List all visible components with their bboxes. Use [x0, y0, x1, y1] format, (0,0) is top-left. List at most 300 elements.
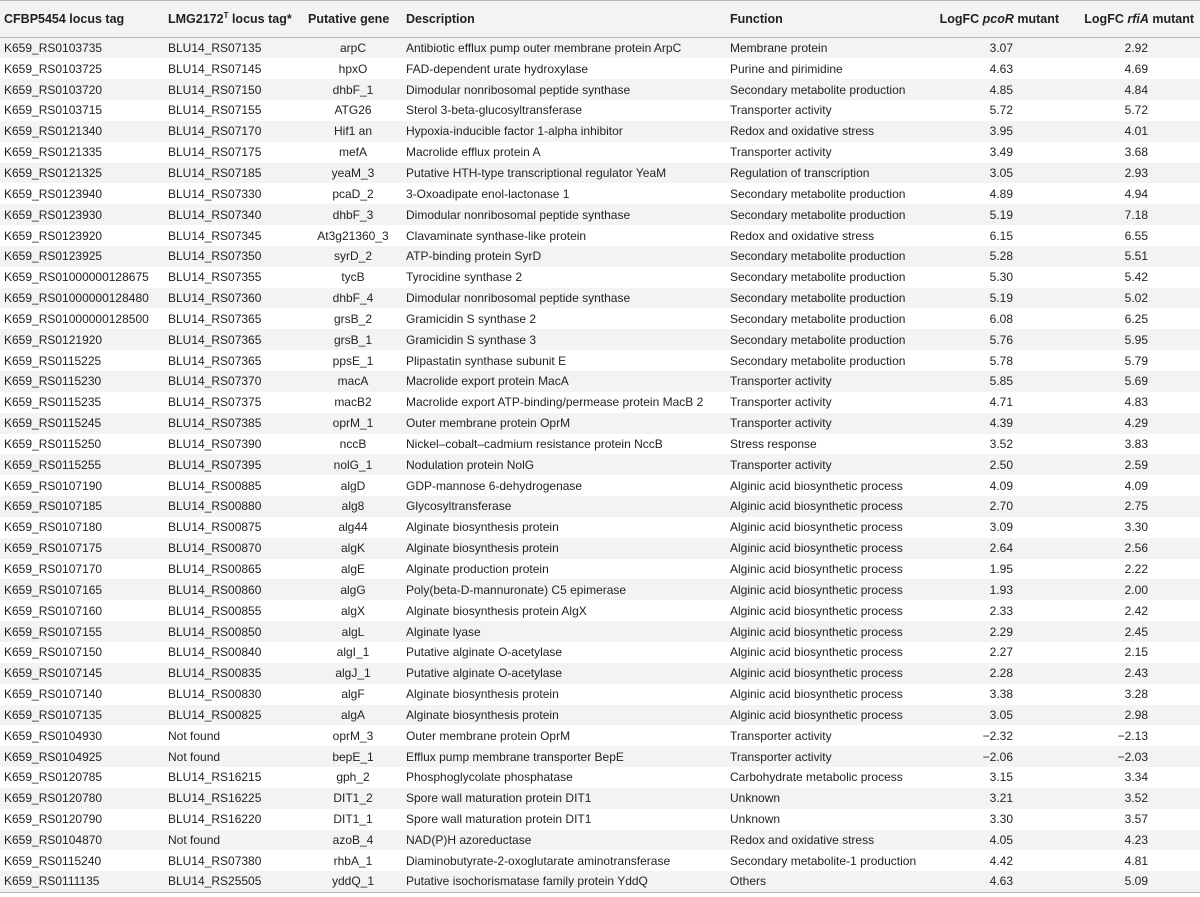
function-cell: Secondary metabolite-1 production: [726, 850, 930, 871]
logfc-pcor-cell: 5.72: [930, 100, 1065, 121]
logfc-rfia-cell: 2.59: [1065, 454, 1200, 475]
gene-cell: alg8: [304, 496, 402, 517]
logfc-pcor-cell: 6.15: [930, 225, 1065, 246]
logfc-rfia-cell: 5.79: [1065, 350, 1200, 371]
lmg-locus-cell: BLU14_RS07365: [164, 329, 304, 350]
table-row: [0, 809, 1200, 830]
function-cell: Transporter activity: [726, 100, 930, 121]
cfbp-locus-cell: K659_RS0123940: [0, 183, 164, 204]
logfc-rfia-cell: 2.98: [1065, 705, 1200, 726]
lmg-locus-cell: BLU14_RS00835: [164, 663, 304, 684]
cfbp-locus-cell: K659_RS01000000128675: [0, 267, 164, 288]
logfc-pcor-cell: 5.19: [930, 288, 1065, 309]
description-cell: Putative alginate O-acetylase: [402, 642, 726, 663]
gene-cell: ATG26: [304, 100, 402, 121]
lmg-locus-cell: BLU14_RS07155: [164, 100, 304, 121]
description-cell: 3-Oxoadipate enol-lactonase 1: [402, 183, 726, 204]
header-lmg-locus: $LMG2172^T$ locus tag*: [164, 1, 304, 38]
cfbp-locus-cell: K659_RS0120790: [0, 809, 164, 830]
cfbp-locus-cell: K659_RS0107135: [0, 705, 164, 726]
gene-cell: algD: [304, 475, 402, 496]
table-row: [0, 434, 1200, 455]
description-cell: Alginate biosynthesis protein: [402, 538, 726, 559]
function-cell: Transporter activity: [726, 413, 930, 434]
cfbp-locus-cell: K659_RS0104870: [0, 830, 164, 851]
lmg-locus-cell: BLU14_RS07380: [164, 850, 304, 871]
table-row: [0, 267, 1200, 288]
description-cell: Outer membrane protein OprM: [402, 413, 726, 434]
logfc-rfia-cell: 5.42: [1065, 267, 1200, 288]
logfc-pcor-cell: 3.49: [930, 142, 1065, 163]
cfbp-locus-cell: K659_RS0107190: [0, 475, 164, 496]
logfc-pcor-cell: 2.64: [930, 538, 1065, 559]
description-cell: Hypoxia-inducible factor 1-alpha inhibitor: [402, 121, 726, 142]
logfc-pcor-cell: 4.42: [930, 850, 1065, 871]
cfbp-locus-cell: K659_RS0104925: [0, 746, 164, 767]
description-cell: Diaminobutyrate-2-oxoglutarate aminotransferase: [402, 850, 726, 871]
logfc-rfia-cell: 2.00: [1065, 579, 1200, 600]
function-cell: Unknown: [726, 809, 930, 830]
lmg-locus-cell: BLU14_RS07340: [164, 204, 304, 225]
table-row: [0, 454, 1200, 475]
lmg-locus-cell: BLU14_RS00885: [164, 475, 304, 496]
logfc-rfia-cell: 2.75: [1065, 496, 1200, 517]
gene-cell: yeaM_3: [304, 163, 402, 184]
function-cell: Redox and oxidative stress: [726, 121, 930, 142]
logfc-pcor-cell: 3.09: [930, 517, 1065, 538]
description-cell: Putative alginate O-acetylase: [402, 663, 726, 684]
cfbp-locus-cell: K659_RS0107145: [0, 663, 164, 684]
table-row: [0, 183, 1200, 204]
gene-cell: alg44: [304, 517, 402, 538]
lmg-locus-cell: BLU14_RS25505: [164, 871, 304, 892]
table-row: [0, 871, 1200, 892]
logfc-pcor-cell: 3.30: [930, 809, 1065, 830]
cfbp-locus-cell: K659_RS0104930: [0, 725, 164, 746]
table-row: [0, 204, 1200, 225]
cfbp-locus-cell: K659_RS0115225: [0, 350, 164, 371]
cfbp-locus-cell: K659_RS0107170: [0, 559, 164, 580]
lmg-locus-cell: BLU14_RS00860: [164, 579, 304, 600]
function-cell: Redox and oxidative stress: [726, 225, 930, 246]
table-row: [0, 329, 1200, 350]
description-cell: Nodulation protein NolG: [402, 454, 726, 475]
description-cell: Alginate lyase: [402, 621, 726, 642]
logfc-rfia-cell: 4.69: [1065, 58, 1200, 79]
description-cell: Alginate biosynthesis protein: [402, 705, 726, 726]
logfc-rfia-cell: 5.02: [1065, 288, 1200, 309]
table-row: [0, 413, 1200, 434]
logfc-rfia-cell: 2.43: [1065, 663, 1200, 684]
logfc-pcor-cell: 3.38: [930, 684, 1065, 705]
logfc-pcor-cell: 4.09: [930, 475, 1065, 496]
gene-cell: algJ_1: [304, 663, 402, 684]
logfc-pcor-cell: 2.50: [930, 454, 1065, 475]
gene-cell: macA: [304, 371, 402, 392]
lmg-locus-cell: BLU14_RS00870: [164, 538, 304, 559]
logfc-rfia-cell: 4.84: [1065, 79, 1200, 100]
table-row: [0, 225, 1200, 246]
lmg-locus-cell: Not found: [164, 746, 304, 767]
description-cell: Phosphoglycolate phosphatase: [402, 767, 726, 788]
function-cell: Unknown: [726, 788, 930, 809]
description-cell: Macrolide export ATP-binding/permease protein MacB 2: [402, 392, 726, 413]
table-row: [0, 621, 1200, 642]
logfc-pcor-cell: 3.05: [930, 705, 1065, 726]
table-row: [0, 830, 1200, 851]
gene-cell: oprM_3: [304, 725, 402, 746]
gene-cell: arpC: [304, 38, 402, 59]
lmg-locus-cell: BLU14_RS07385: [164, 413, 304, 434]
logfc-pcor-cell: 4.89: [930, 183, 1065, 204]
cfbp-locus-cell: K659_RS0107175: [0, 538, 164, 559]
gene-cell: gph_2: [304, 767, 402, 788]
logfc-rfia-cell: 2.56: [1065, 538, 1200, 559]
description-cell: Nickel–cobalt–cadmium resistance protein NccB: [402, 434, 726, 455]
gene-cell: mefA: [304, 142, 402, 163]
cfbp-locus-cell: K659_RS0115250: [0, 434, 164, 455]
function-cell: Alginic acid biosynthetic process: [726, 684, 930, 705]
description-cell: Plipastatin synthase subunit E: [402, 350, 726, 371]
lmg-locus-cell: BLU14_RS07330: [164, 183, 304, 204]
gene-cell: dhbF_1: [304, 79, 402, 100]
gene-cell: algX: [304, 600, 402, 621]
gene-cell: macB2: [304, 392, 402, 413]
table-row: [0, 600, 1200, 621]
gene-cell: nccB: [304, 434, 402, 455]
cfbp-locus-cell: K659_RS0107180: [0, 517, 164, 538]
table-row: [0, 684, 1200, 705]
description-cell: Alginate biosynthesis protein: [402, 517, 726, 538]
description-cell: Glycosyltransferase: [402, 496, 726, 517]
gene-cell: Hif1 an: [304, 121, 402, 142]
logfc-rfia-cell: 4.94: [1065, 183, 1200, 204]
gene-cell: algF: [304, 684, 402, 705]
cfbp-locus-cell: K659_RS0121340: [0, 121, 164, 142]
gene-cell: grsB_1: [304, 329, 402, 350]
function-cell: Alginic acid biosynthetic process: [726, 600, 930, 621]
logfc-rfia-cell: 6.25: [1065, 308, 1200, 329]
function-cell: Secondary metabolite production: [726, 267, 930, 288]
logfc-rfia-cell: 5.69: [1065, 371, 1200, 392]
description-cell: ATP-binding protein SyrD: [402, 246, 726, 267]
cfbp-locus-cell: K659_RS0103720: [0, 79, 164, 100]
description-cell: Dimodular nonribosomal peptide synthase: [402, 288, 726, 309]
table-row: [0, 767, 1200, 788]
description-cell: Putative isochorismatase family protein YddQ: [402, 871, 726, 892]
logfc-pcor-cell: 5.28: [930, 246, 1065, 267]
logfc-pcor-cell: 1.95: [930, 559, 1065, 580]
gene-cell: DIT1_1: [304, 809, 402, 830]
description-cell: Antibiotic efflux pump outer membrane protein ArpC: [402, 38, 726, 59]
function-cell: Transporter activity: [726, 392, 930, 413]
gene-cell: algE: [304, 559, 402, 580]
logfc-rfia-cell: 2.45: [1065, 621, 1200, 642]
gene-cell: DIT1_2: [304, 788, 402, 809]
logfc-pcor-cell: 4.85: [930, 79, 1065, 100]
table-body: [0, 38, 1200, 893]
cfbp-locus-cell: K659_RS0123920: [0, 225, 164, 246]
logfc-rfia-cell: 3.30: [1065, 517, 1200, 538]
gene-cell: oprM_1: [304, 413, 402, 434]
logfc-rfia-cell: 4.83: [1065, 392, 1200, 413]
table-row: [0, 58, 1200, 79]
cfbp-locus-cell: K659_RS0103715: [0, 100, 164, 121]
description-cell: Outer membrane protein OprM: [402, 725, 726, 746]
table-row: [0, 121, 1200, 142]
lmg-locus-cell: BLU14_RS07395: [164, 454, 304, 475]
function-cell: Secondary metabolite production: [726, 204, 930, 225]
logfc-pcor-cell: 2.29: [930, 621, 1065, 642]
function-cell: Secondary metabolite production: [726, 79, 930, 100]
lmg-locus-cell: BLU14_RS07350: [164, 246, 304, 267]
logfc-rfia-cell: 2.93: [1065, 163, 1200, 184]
lmg-locus-cell: BLU14_RS16215: [164, 767, 304, 788]
logfc-pcor-cell: 3.52: [930, 434, 1065, 455]
header-cfbp-locus: CFBP5454 locus tag: [0, 1, 164, 38]
cfbp-locus-cell: K659_RS0115245: [0, 413, 164, 434]
function-cell: Secondary metabolite production: [726, 308, 930, 329]
logfc-rfia-cell: 7.18: [1065, 204, 1200, 225]
lmg-locus-cell: BLU14_RS00880: [164, 496, 304, 517]
logfc-pcor-cell: 2.33: [930, 600, 1065, 621]
lmg-locus-cell: Not found: [164, 830, 304, 851]
logfc-pcor-cell: −2.06: [930, 746, 1065, 767]
gene-cell: rhbA_1: [304, 850, 402, 871]
description-cell: FAD-dependent urate hydroxylase: [402, 58, 726, 79]
table-row: [0, 392, 1200, 413]
logfc-rfia-cell: 4.23: [1065, 830, 1200, 851]
logfc-rfia-cell: 2.22: [1065, 559, 1200, 580]
logfc-pcor-cell: 3.05: [930, 163, 1065, 184]
table-row: [0, 788, 1200, 809]
logfc-pcor-cell: 5.85: [930, 371, 1065, 392]
cfbp-locus-cell: K659_RS0107155: [0, 621, 164, 642]
lmg-locus-cell: BLU14_RS16220: [164, 809, 304, 830]
header-logfc-rfia: LogFC rfiA mutant: [1065, 1, 1200, 38]
function-cell: Alginic acid biosynthetic process: [726, 642, 930, 663]
description-cell: Efflux pump membrane transporter BepE: [402, 746, 726, 767]
lmg-locus-cell: BLU14_RS07365: [164, 308, 304, 329]
gene-cell: algA: [304, 705, 402, 726]
function-cell: Alginic acid biosynthetic process: [726, 538, 930, 559]
description-cell: Gramicidin S synthase 3: [402, 329, 726, 350]
logfc-rfia-cell: 3.57: [1065, 809, 1200, 830]
logfc-rfia-cell: −2.03: [1065, 746, 1200, 767]
lmg-locus-cell: BLU14_RS00875: [164, 517, 304, 538]
function-cell: Alginic acid biosynthetic process: [726, 705, 930, 726]
description-cell: Macrolide export protein MacA: [402, 371, 726, 392]
table-row: [0, 100, 1200, 121]
lmg-locus-cell: BLU14_RS00850: [164, 621, 304, 642]
gene-cell: algG: [304, 579, 402, 600]
logfc-pcor-cell: 1.93: [930, 579, 1065, 600]
logfc-pcor-cell: 4.63: [930, 58, 1065, 79]
table-row: [0, 371, 1200, 392]
logfc-pcor-cell: 6.08: [930, 308, 1065, 329]
logfc-rfia-cell: 5.72: [1065, 100, 1200, 121]
lmg-locus-cell: BLU14_RS07135: [164, 38, 304, 59]
function-cell: Secondary metabolite production: [726, 246, 930, 267]
lmg-locus-cell: BLU14_RS07390: [164, 434, 304, 455]
function-cell: Others: [726, 871, 930, 892]
table-row: [0, 538, 1200, 559]
gene-cell: pcaD_2: [304, 183, 402, 204]
function-cell: Alginic acid biosynthetic process: [726, 663, 930, 684]
logfc-pcor-cell: 3.07: [930, 38, 1065, 59]
table-row: [0, 517, 1200, 538]
cfbp-locus-cell: K659_RS0120785: [0, 767, 164, 788]
logfc-pcor-cell: −2.32: [930, 725, 1065, 746]
description-cell: Putative HTH-type transcriptional regulator YeaM: [402, 163, 726, 184]
description-cell: Dimodular nonribosomal peptide synthase: [402, 79, 726, 100]
table-row: [0, 475, 1200, 496]
table-row: [0, 642, 1200, 663]
logfc-rfia-cell: 5.09: [1065, 871, 1200, 892]
logfc-pcor-cell: 2.27: [930, 642, 1065, 663]
logfc-rfia-cell: 2.92: [1065, 38, 1200, 59]
function-cell: Alginic acid biosynthetic process: [726, 579, 930, 600]
function-cell: Transporter activity: [726, 454, 930, 475]
logfc-rfia-cell: 2.42: [1065, 600, 1200, 621]
logfc-rfia-cell: 3.52: [1065, 788, 1200, 809]
lmg-locus-cell: BLU14_RS00830: [164, 684, 304, 705]
gene-cell: algL: [304, 621, 402, 642]
table-row: [0, 142, 1200, 163]
function-cell: Regulation of transcription: [726, 163, 930, 184]
cfbp-locus-cell: K659_RS0121920: [0, 329, 164, 350]
description-cell: Alginate production protein: [402, 559, 726, 580]
cfbp-locus-cell: K659_RS0107150: [0, 642, 164, 663]
function-cell: Secondary metabolite production: [726, 183, 930, 204]
function-cell: Carbohydrate metabolic process: [726, 767, 930, 788]
description-cell: Alginate biosynthesis protein: [402, 684, 726, 705]
logfc-rfia-cell: 5.95: [1065, 329, 1200, 350]
function-cell: Stress response: [726, 434, 930, 455]
description-cell: Gramicidin S synthase 2: [402, 308, 726, 329]
gene-cell: dhbF_4: [304, 288, 402, 309]
header-logfc-pcor: LogFC pcoR mutant: [930, 1, 1065, 38]
table-row: [0, 579, 1200, 600]
header-row: [0, 1, 1200, 38]
cfbp-locus-cell: K659_RS0115240: [0, 850, 164, 871]
lmg-locus-cell: BLU14_RS00855: [164, 600, 304, 621]
lmg-locus-cell: BLU14_RS07355: [164, 267, 304, 288]
table-row: [0, 559, 1200, 580]
function-cell: Transporter activity: [726, 371, 930, 392]
lmg-locus-cell: BLU14_RS07150: [164, 79, 304, 100]
lmg-locus-cell: BLU14_RS07185: [164, 163, 304, 184]
logfc-rfia-cell: 4.01: [1065, 121, 1200, 142]
lmg-locus-cell: BLU14_RS07360: [164, 288, 304, 309]
cfbp-locus-cell: K659_RS0115230: [0, 371, 164, 392]
table-row: [0, 350, 1200, 371]
function-cell: Alginic acid biosynthetic process: [726, 475, 930, 496]
function-cell: Membrane protein: [726, 38, 930, 59]
lmg-locus-cell: BLU14_RS07145: [164, 58, 304, 79]
table-row: [0, 850, 1200, 871]
cfbp-locus-cell: K659_RS0121335: [0, 142, 164, 163]
logfc-pcor-cell: 3.15: [930, 767, 1065, 788]
cfbp-locus-cell: K659_RS0111135: [0, 871, 164, 892]
table-row: [0, 38, 1200, 59]
logfc-rfia-cell: 4.81: [1065, 850, 1200, 871]
description-cell: Alginate biosynthesis protein AlgX: [402, 600, 726, 621]
header-putative-gene: Putative gene: [304, 1, 402, 38]
logfc-rfia-cell: 5.51: [1065, 246, 1200, 267]
logfc-rfia-cell: −2.13: [1065, 725, 1200, 746]
gene-cell: hpxO: [304, 58, 402, 79]
lmg-locus-cell: BLU14_RS00825: [164, 705, 304, 726]
lmg-locus-cell: BLU14_RS07370: [164, 371, 304, 392]
table-row: [0, 288, 1200, 309]
lmg-locus-cell: BLU14_RS00865: [164, 559, 304, 580]
logfc-pcor-cell: 5.19: [930, 204, 1065, 225]
logfc-pcor-cell: 5.76: [930, 329, 1065, 350]
gene-cell: bepE_1: [304, 746, 402, 767]
logfc-rfia-cell: 3.28: [1065, 684, 1200, 705]
cfbp-locus-cell: K659_RS0120780: [0, 788, 164, 809]
gene-cell: dhbF_3: [304, 204, 402, 225]
logfc-pcor-cell: 3.95: [930, 121, 1065, 142]
cfbp-locus-cell: K659_RS0103725: [0, 58, 164, 79]
table-row: [0, 705, 1200, 726]
header-function: Function: [726, 1, 930, 38]
gene-cell: nolG_1: [304, 454, 402, 475]
lmg-locus-cell: BLU14_RS07365: [164, 350, 304, 371]
logfc-rfia-cell: 3.83: [1065, 434, 1200, 455]
function-cell: Purine and pirimidine: [726, 58, 930, 79]
logfc-rfia-cell: 6.55: [1065, 225, 1200, 246]
function-cell: Transporter activity: [726, 725, 930, 746]
table-row: [0, 246, 1200, 267]
gene-cell: tycB: [304, 267, 402, 288]
cfbp-locus-cell: K659_RS0107185: [0, 496, 164, 517]
description-cell: Clavaminate synthase-like protein: [402, 225, 726, 246]
cfbp-locus-cell: K659_RS0115255: [0, 454, 164, 475]
description-cell: Macrolide efflux protein A: [402, 142, 726, 163]
lmg-locus-cell: BLU14_RS00840: [164, 642, 304, 663]
cfbp-locus-cell: K659_RS01000000128480: [0, 288, 164, 309]
function-cell: Transporter activity: [726, 142, 930, 163]
function-cell: Secondary metabolite production: [726, 350, 930, 371]
description-cell: Dimodular nonribosomal peptide synthase: [402, 204, 726, 225]
logfc-pcor-cell: 3.21: [930, 788, 1065, 809]
logfc-pcor-cell: 5.30: [930, 267, 1065, 288]
function-cell: Alginic acid biosynthetic process: [726, 559, 930, 580]
cfbp-locus-cell: K659_RS0115235: [0, 392, 164, 413]
function-cell: Secondary metabolite production: [726, 288, 930, 309]
header-description: Description: [402, 1, 726, 38]
logfc-pcor-cell: 4.39: [930, 413, 1065, 434]
cfbp-locus-cell: K659_RS0123930: [0, 204, 164, 225]
logfc-pcor-cell: 4.63: [930, 871, 1065, 892]
logfc-rfia-cell: 3.34: [1065, 767, 1200, 788]
lmg-locus-cell: BLU14_RS07375: [164, 392, 304, 413]
function-cell: Secondary metabolite production: [726, 329, 930, 350]
table-row: [0, 163, 1200, 184]
cfbp-locus-cell: K659_RS0107140: [0, 684, 164, 705]
description-cell: NAD(P)H azoreductase: [402, 830, 726, 851]
function-cell: Alginic acid biosynthetic process: [726, 517, 930, 538]
logfc-rfia-cell: 4.29: [1065, 413, 1200, 434]
logfc-pcor-cell: 2.28: [930, 663, 1065, 684]
lmg-locus-cell: BLU14_RS07170: [164, 121, 304, 142]
lmg-locus-cell: Not found: [164, 725, 304, 746]
description-cell: Tyrocidine synthase 2: [402, 267, 726, 288]
table-row: [0, 725, 1200, 746]
lmg-locus-cell: BLU14_RS07175: [164, 142, 304, 163]
